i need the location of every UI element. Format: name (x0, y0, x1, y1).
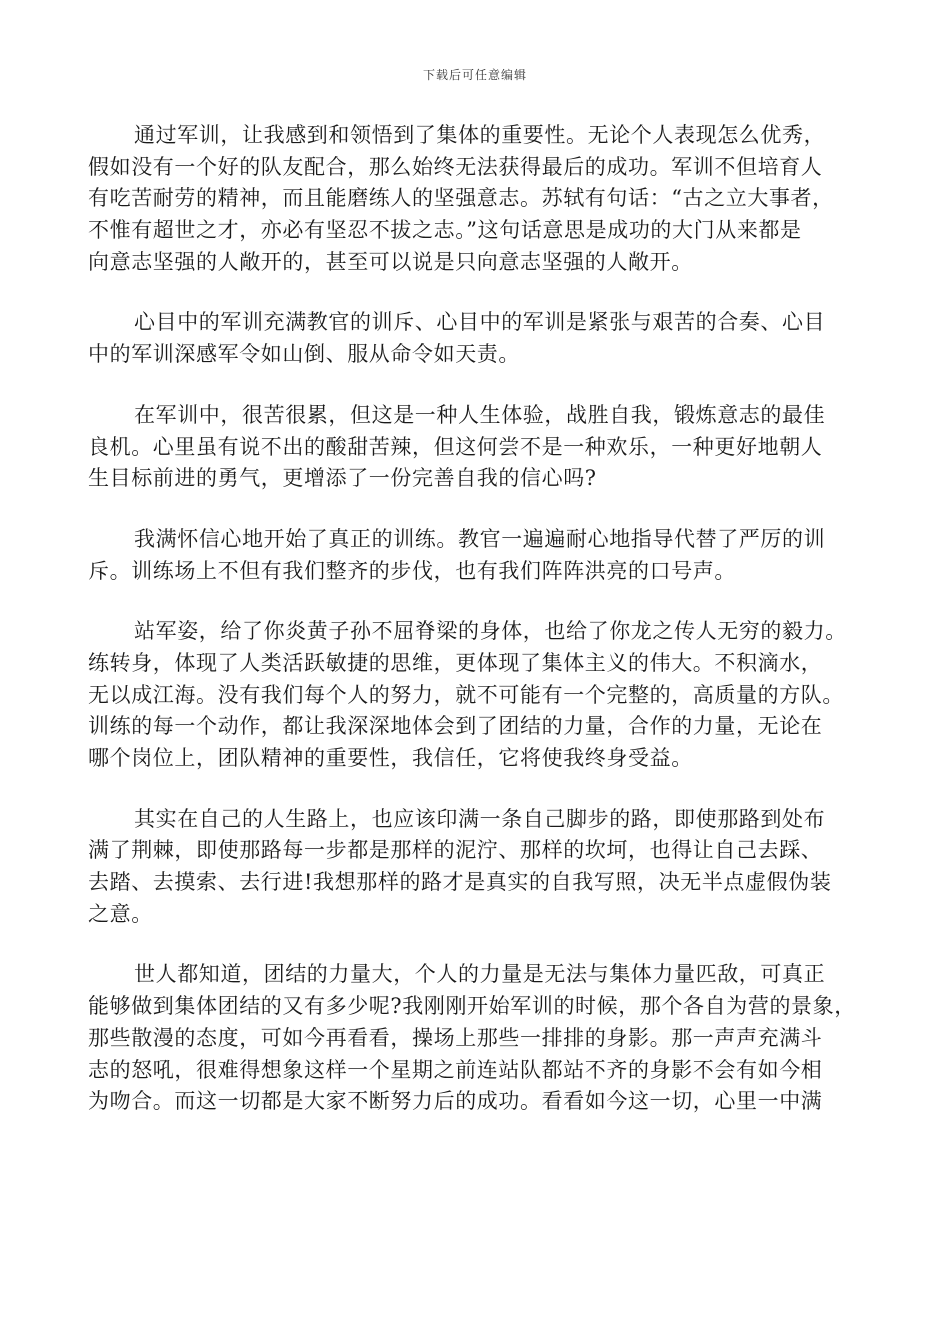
paragraph-line: 中的军训深感军令如山倒、服从命令如天责。 (88, 342, 520, 367)
paragraph-line: 假如没有一个好的队友配合，那么始终无法获得最后的成功。军训不但培育人 (88, 154, 823, 179)
paragraph (88, 120, 858, 278)
paragraph-line: 生目标前进的勇气，更增添了一份完善自我的信心吗? (88, 466, 597, 491)
paragraph-line: 为吻合。而这一切都是大家不断努力后的成功。看看如今这一切，心里一中满 (88, 1089, 823, 1114)
paragraph-line: 去踏、去摸索、去行进!我想那样的路才是真实的自我写照，决无半点虚假伪装 (88, 870, 832, 895)
paragraph-line: 有吃苦耐劳的精神，而且能磨练人的坚强意志。苏轼有句话：“古之立大事者， (88, 186, 834, 211)
paragraph-line: 良机。心里虽有说不出的酸甜苦辣，但这何尝不是一种欢乐，一种更好地朝人 (88, 434, 823, 459)
paragraph-line: 能够做到集体团结的又有多少呢?我刚刚开始军训的时候，那个各自为营的景象， (88, 994, 856, 1019)
paragraph-line: 向意志坚强的人敞开的，甚至可以说是只向意志坚强的人敞开。 (88, 249, 693, 274)
paragraph-line: 站军姿，给了你炎黄子孙不屈脊梁的身体，也给了你龙之传人无穷的毅力。 (134, 619, 847, 644)
paragraph-line: 不惟有超世之才，亦必有坚忍不拔之志。”这句话意思是成功的大门从来都是 (88, 218, 802, 243)
paragraph-line: 无以成江海。没有我们每个人的努力，就不可能有一个完整的，高质量的方队。 (88, 682, 844, 707)
paragraph (88, 524, 858, 587)
paragraph-line: 练转身，体现了人类活跃敏捷的思维，更体现了集体主义的伟大。不积滴水， (88, 650, 823, 675)
paragraph-line: 心目中的军训充满教官的训斥、心目中的军训是紧张与艰苦的合奏、心目 (134, 310, 826, 335)
paragraph (88, 616, 858, 774)
paragraph-line: 训练的每一个动作，都让我深深地体会到了团结的力量，合作的力量，无论在 (88, 714, 823, 739)
paragraph-line: 在军训中，很苦很累，但这是一种人生体验，战胜自我，锻炼意志的最佳 (134, 402, 826, 427)
paragraph-line: 哪个岗位上，团队精神的重要性，我信任，它将使我终身受益。 (88, 746, 693, 770)
paragraph-line: 之意。 (88, 901, 153, 926)
paragraph-line: 斥。训练场上不但有我们整齐的步伐，也有我们阵阵洪亮的口号声。 (88, 558, 736, 583)
page-header: 下载后可任意编辑 (422, 68, 527, 82)
paragraph-line: 志的怒吼，很难得想象这样一个星期之前连站队都站不齐的身影不会有如今相 (88, 1057, 823, 1082)
paragraph (88, 307, 858, 370)
paragraph-line: 我满怀信心地开始了真正的训练。教官一遍遍耐心地指导代替了严厉的训 (134, 526, 826, 551)
paragraph (88, 804, 858, 931)
paragraph (88, 959, 858, 1117)
paragraph-line: 通过军训，让我感到和领悟到了集体的重要性。无论个人表现怎么优秀， (134, 123, 826, 147)
paragraph-line: 那些散漫的态度，可如今再看看，操场上那些一排排的身影。那一声声充满斗 (88, 1025, 823, 1050)
paragraph-line: 满了荆棘，即使那路每一步都是那样的泥泞、那样的坎坷，也得让自己去踩、 (88, 838, 823, 863)
paragraph-line: 世人都知道，团结的力量大，个人的力量是无法与集体力量匹敌，可真正 (134, 962, 826, 987)
document-body (88, 120, 858, 1147)
paragraph-line: 其实在自己的人生路上，也应该印满一条自己脚步的路，即使那路到处布 (134, 806, 826, 831)
paragraph (88, 400, 858, 495)
